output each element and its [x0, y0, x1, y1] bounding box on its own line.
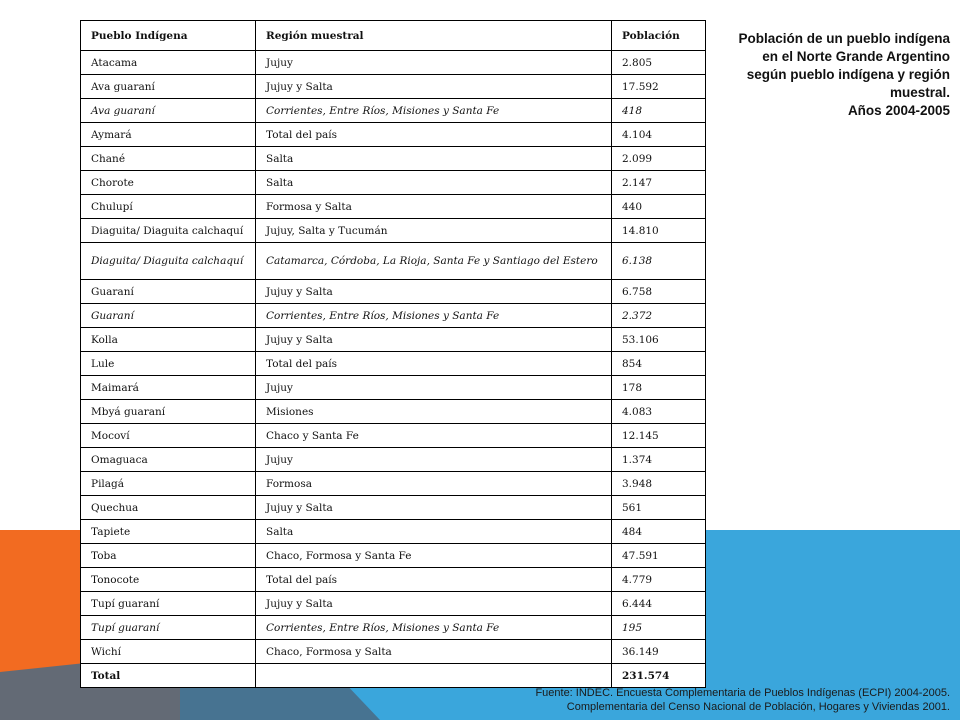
header-pueblo: Pueblo Indígena [81, 21, 256, 51]
source-note [480, 686, 950, 714]
cell-pueblo: Tupí guaraní [81, 616, 256, 640]
table-row [81, 328, 706, 352]
table-row [81, 99, 706, 123]
cell-poblacion: 4.083 [612, 400, 706, 424]
cell-region: Corrientes, Entre Ríos, Misiones y Santa Fe [256, 99, 612, 123]
cell-poblacion: 17.592 [612, 75, 706, 99]
cell-pueblo: Pilagá [81, 472, 256, 496]
slide-title [710, 30, 950, 120]
table-row [81, 304, 706, 328]
cell-pueblo: Tapiete [81, 520, 256, 544]
cell-region: Catamarca, Córdoba, La Rioja, Santa Fe y Santiago del Estero [256, 243, 612, 280]
title-line: Población de un pueblo indígena [738, 31, 950, 46]
total-row [81, 664, 706, 688]
cell-poblacion: 418 [612, 99, 706, 123]
cell-pueblo: Diaguita/ Diaguita calchaquí [81, 243, 256, 280]
cell-pueblo: Toba [81, 544, 256, 568]
cell-region: Chaco, Formosa y Salta [256, 640, 612, 664]
cell-region: Salta [256, 147, 612, 171]
cell-region: Salta [256, 520, 612, 544]
source-line-1: Fuente: INDEC. Encuesta Complementaria de Pueblos Indígenas (ECPI) 2004-2005. [535, 687, 950, 699]
cell-poblacion: 1.374 [612, 448, 706, 472]
cell-pueblo: Mocoví [81, 424, 256, 448]
table-row [81, 195, 706, 219]
table-row [81, 592, 706, 616]
table-row [81, 376, 706, 400]
table-row [81, 448, 706, 472]
cell-region: Chaco y Santa Fe [256, 424, 612, 448]
cell-poblacion: 484 [612, 520, 706, 544]
cell-pueblo: Ava guaraní [81, 99, 256, 123]
cell-poblacion: 12.145 [612, 424, 706, 448]
table-row [81, 544, 706, 568]
table-row [81, 75, 706, 99]
cell-pueblo: Aymará [81, 123, 256, 147]
cell-pueblo: Guaraní [81, 280, 256, 304]
cell-poblacion: 36.149 [612, 640, 706, 664]
table-row [81, 147, 706, 171]
cell-poblacion: 14.810 [612, 219, 706, 243]
cell-poblacion: 2.372 [612, 304, 706, 328]
table-row [81, 568, 706, 592]
cell-region: Jujuy, Salta y Tucumán [256, 219, 612, 243]
table-row [81, 616, 706, 640]
cell-region: Salta [256, 171, 612, 195]
header-region: Región muestral [256, 21, 612, 51]
cell-pueblo: Wichí [81, 640, 256, 664]
cell-poblacion: 6.138 [612, 243, 706, 280]
cell-region: Corrientes, Entre Ríos, Misiones y Santa Fe [256, 616, 612, 640]
table-row [81, 400, 706, 424]
cell-poblacion: 195 [612, 616, 706, 640]
cell-pueblo: Ava guaraní [81, 75, 256, 99]
cell-poblacion: 6.444 [612, 592, 706, 616]
cell-pueblo: Chané [81, 147, 256, 171]
cell-region: Total del país [256, 352, 612, 376]
cell-region: Jujuy y Salta [256, 328, 612, 352]
cell-poblacion: 561 [612, 496, 706, 520]
cell-poblacion: 47.591 [612, 544, 706, 568]
population-table [80, 20, 706, 688]
cell-pueblo: Guaraní [81, 304, 256, 328]
table-row [81, 520, 706, 544]
cell-pueblo: Omaguaca [81, 448, 256, 472]
cell-region: Jujuy y Salta [256, 592, 612, 616]
cell-pueblo: Maimará [81, 376, 256, 400]
table-row [81, 472, 706, 496]
table-row [81, 496, 706, 520]
cell-poblacion: 4.104 [612, 123, 706, 147]
cell-poblacion: 2.099 [612, 147, 706, 171]
total-label: Total [81, 664, 256, 688]
cell-region: Total del país [256, 123, 612, 147]
table-row [81, 352, 706, 376]
total-region [256, 664, 612, 688]
cell-pueblo: Atacama [81, 51, 256, 75]
cell-poblacion: 2.805 [612, 51, 706, 75]
cell-region: Jujuy y Salta [256, 496, 612, 520]
cell-region: Jujuy [256, 448, 612, 472]
table-row [81, 123, 706, 147]
cell-poblacion: 440 [612, 195, 706, 219]
cell-region: Jujuy y Salta [256, 280, 612, 304]
cell-region: Corrientes, Entre Ríos, Misiones y Santa Fe [256, 304, 612, 328]
cell-region: Formosa y Salta [256, 195, 612, 219]
table-row [81, 640, 706, 664]
cell-pueblo: Kolla [81, 328, 256, 352]
table-row [81, 171, 706, 195]
cell-poblacion: 53.106 [612, 328, 706, 352]
cell-pueblo: Chulupí [81, 195, 256, 219]
cell-poblacion: 4.779 [612, 568, 706, 592]
table-row [81, 51, 706, 75]
title-line: en el Norte Grande Argentino [762, 49, 950, 64]
header-poblacion: Población [612, 21, 706, 51]
total-value: 231.574 [612, 664, 706, 688]
cell-region: Jujuy [256, 376, 612, 400]
cell-region: Jujuy y Salta [256, 75, 612, 99]
cell-pueblo: Diaguita/ Diaguita calchaquí [81, 219, 256, 243]
cell-region: Chaco, Formosa y Santa Fe [256, 544, 612, 568]
title-line: según pueblo indígena y región [746, 67, 950, 82]
table-header-row [81, 21, 706, 51]
cell-pueblo: Quechua [81, 496, 256, 520]
table-row [81, 280, 706, 304]
cell-poblacion: 3.948 [612, 472, 706, 496]
cell-poblacion: 6.758 [612, 280, 706, 304]
cell-poblacion: 854 [612, 352, 706, 376]
title-line: Años 2004-2005 [847, 103, 950, 118]
cell-pueblo: Lule [81, 352, 256, 376]
cell-region: Jujuy [256, 51, 612, 75]
cell-region: Total del país [256, 568, 612, 592]
cell-poblacion: 2.147 [612, 171, 706, 195]
cell-pueblo: Mbyá guaraní [81, 400, 256, 424]
cell-pueblo: Tupí guaraní [81, 592, 256, 616]
table-row [81, 243, 706, 280]
cell-region: Misiones [256, 400, 612, 424]
table-row [81, 424, 706, 448]
cell-poblacion: 178 [612, 376, 706, 400]
cell-pueblo: Tonocote [81, 568, 256, 592]
table-row [81, 219, 706, 243]
cell-pueblo: Chorote [81, 171, 256, 195]
source-line-2: Complementaria del Censo Nacional de Población, Hogares y Viviendas 2001. [566, 701, 950, 713]
title-line: muestral. [889, 85, 950, 100]
cell-region: Formosa [256, 472, 612, 496]
